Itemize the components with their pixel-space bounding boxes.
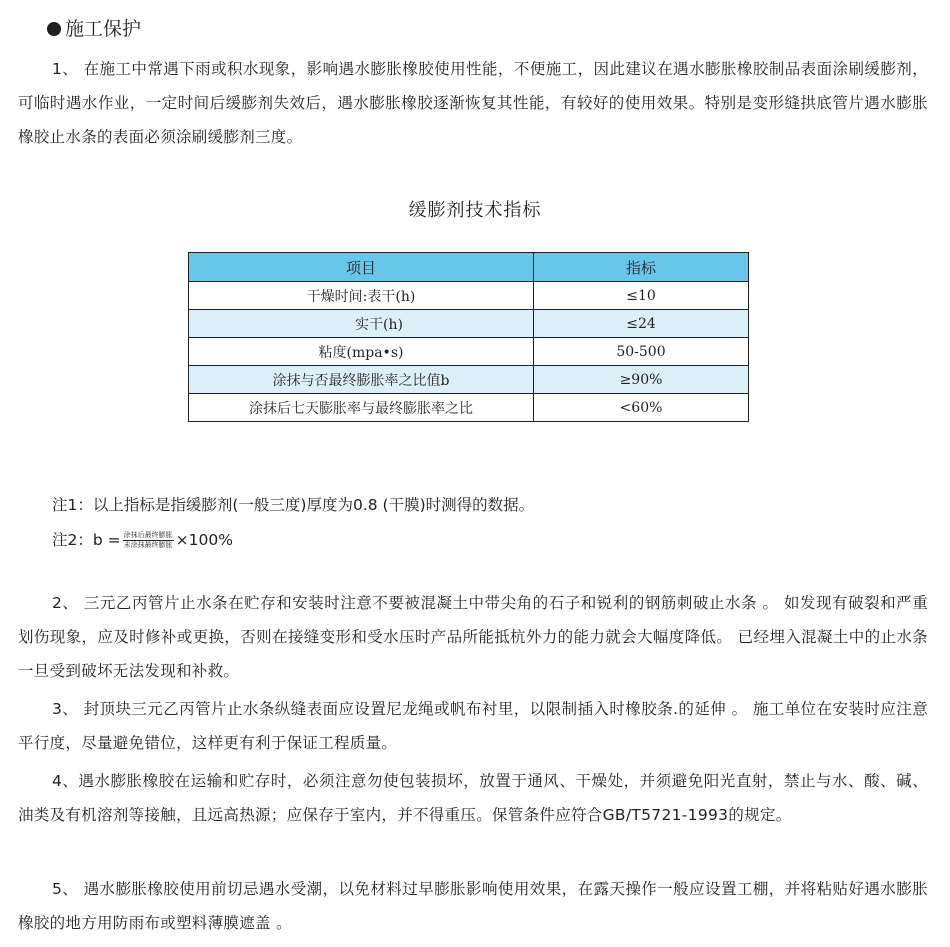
- bullet-icon: [47, 22, 61, 36]
- table-cell-item: 粘度(mpa•s): [189, 338, 534, 366]
- paragraph-2: [18, 586, 928, 688]
- note-1: 注1：以上指标是指缓膨剂(一般三度)厚度为0.8 (干膜)时测得的数据。: [52, 496, 535, 514]
- paragraph-2-text: 2、 三元乙丙管片止水条在贮存和安装时注意不要被混凝土中带尖角的石子和锐利的钢筋刺破止水条 。 如发现有破裂和严重划伤现象，应及时修补或更换，否则在接缝变形和受水压时产品所能抵杭外力的能力就会大幅度降低。 已经埋入混凝土中的止水条一旦受到破坏无法发现和补救。: [18, 594, 928, 680]
- table-row: [189, 282, 749, 310]
- table-row: [189, 310, 749, 338]
- paragraph-3-text: 3、 封顶块三元乙丙管片止水条纵缝表面应设置尼龙绳或帆布衬里，以限制插入时橡胶条.的延伸 。 施工单位在安装时应注意平行度，尽量避免错位，这样更有利于保证工程质量。: [18, 700, 928, 752]
- section-heading: [47, 14, 141, 44]
- table-cell-value: <60%: [534, 394, 749, 422]
- table-cell-value: ≤10: [534, 282, 749, 310]
- note-2-suffix: ×100%: [175, 531, 233, 549]
- table-cell-item: 涂抹后七天膨胀率与最终膨胀率之比: [189, 394, 534, 422]
- table-row: [189, 394, 749, 422]
- paragraph-3: [18, 692, 928, 760]
- paragraph-5-text: 5、 遇水膨胀橡胶使用前切忌遇水受潮，以免材料过早膨胀影响使用效果，在露天操作一般应设置工棚，并将粘贴好遇水膨胀橡胶的地方用防雨布或塑料薄膜遮盖 。: [18, 880, 928, 932]
- paragraph-5: [18, 872, 928, 940]
- section-heading-text: 施工保护: [65, 18, 142, 40]
- table-header-row: [189, 253, 749, 282]
- table-cell-value: ≤24: [534, 310, 749, 338]
- fraction: [123, 531, 174, 550]
- fraction-numerator: 涂抹后最终膨胀: [123, 531, 173, 539]
- note-2-prefix: 注2：b =: [52, 531, 121, 549]
- table-cell-value: ≥90%: [534, 366, 749, 394]
- table-cell-item: 涂抹与否最终膨胀率之比值b: [189, 366, 534, 394]
- spec-table: [188, 252, 749, 422]
- table-title: 缓膨剂技术指标: [408, 200, 542, 221]
- table-row: [189, 338, 749, 366]
- paragraph-1: [18, 52, 928, 154]
- note-2: [52, 527, 233, 553]
- paragraph-4-text: 4、遇水膨胀橡胶在运输和贮存时，必须注意勿使包装损坏，放置于通风、干燥处，并须避免阳光直射，禁止与水、酸、碱、油类及有机溶剂等接触，且远高热源；应保存于室内，并不得重压。保管条件应符合GB/T5721-1993的规定。: [18, 772, 928, 824]
- table-header-value: 指标: [534, 253, 749, 282]
- paragraph-4: [18, 764, 928, 832]
- table-cell-item: 干燥时间:表干(h): [189, 282, 534, 310]
- table-cell-value: 50-500: [534, 338, 749, 366]
- table-row: [189, 366, 749, 394]
- fraction-denominator: 未涂抹最终膨胀: [123, 541, 173, 549]
- table-cell-item: 实干(h): [189, 310, 534, 338]
- paragraph-1-text: 1、 在施工中常遇下雨或积水现象，影响遇水膨胀橡胶使用性能，不便施工，因此建议在遇水膨胀橡胶制品表面涂刷缓膨剂，可临时遇水作业，一定时间后缓膨剂失效后，遇水膨胀橡胶逐渐恢复其性能，有较好的使用效果。特别是变形缝拱底管片遇水膨胀橡胶止水条的表面必须涂刷缓膨剂三度。: [18, 60, 928, 146]
- table-header-item: 项目: [189, 253, 534, 282]
